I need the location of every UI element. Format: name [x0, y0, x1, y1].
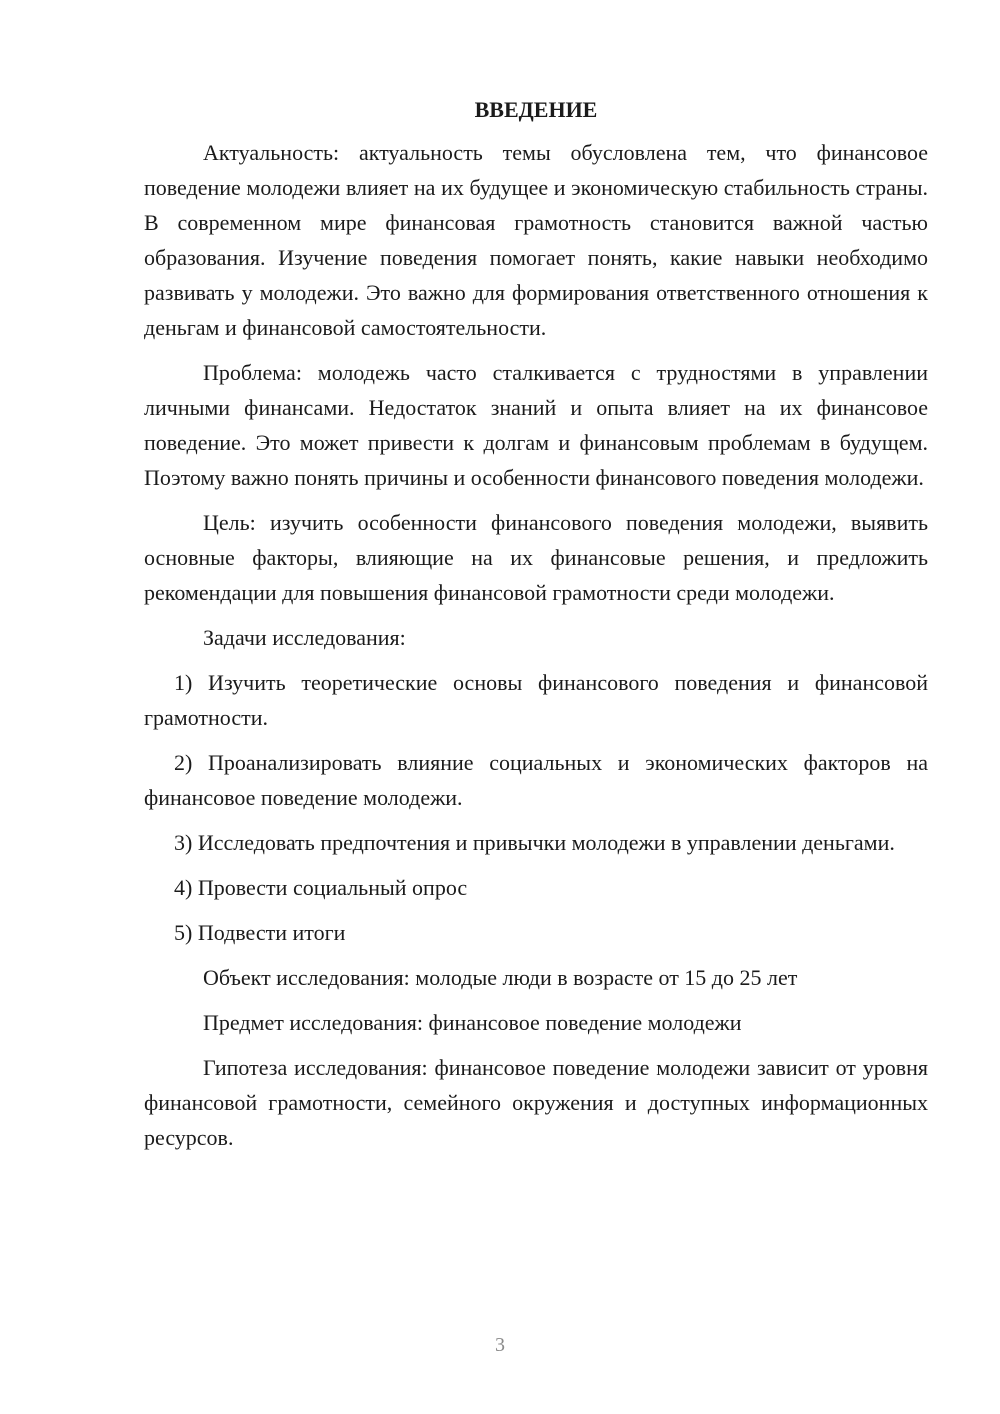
- task-item: 2) Проанализировать влияние социальных и экономических факторов на финансовое поведение молодежи.: [144, 750, 928, 810]
- document-body: [144, 95, 928, 1165]
- problem-paragraph: Проблема: молодежь часто сталкивается с трудностями в управлении личными финансами. Недостаток знаний и опыта влияет на их финансовое поведение. Это может привести к долгам и финансовым проблемам в будущем. Поэтому важно понять причины и особенности финансового поведения молодежи.: [144, 360, 928, 490]
- task-item: 5) Подвести итоги: [174, 920, 346, 945]
- hypothesis-paragraph: Гипотеза исследования: финансовое поведение молодежи зависит от уровня финансовой грамотности, семейного окружения и доступных информационных ресурсов.: [144, 1055, 928, 1150]
- tasks-list: [144, 665, 928, 950]
- relevance-paragraph: Актуальность: актуальность темы обусловлена тем, что финансовое поведение молодежи влияет на их будущее и экономическую стабильность страны. В современном мире финансовая грамотность становится важной частью образования. Изучение поведения помогает понять, какие навыки необходимо развивать у молодежи. Это важно для формирования ответственного отношения к деньгам и финансовой самостоятельности.: [144, 140, 928, 340]
- task-item: 4) Провести социальный опрос: [174, 875, 468, 900]
- goal-paragraph: Цель: изучить особенности финансового поведения молодежи, выявить основные факторы, влияющие на их финансовые решения, и предложить рекомендации для повышения финансовой грамотности среди молодежи.: [144, 510, 928, 605]
- task-item: 1) Изучить теоретические основы финансового поведения и финансовой грамотности.: [144, 670, 928, 730]
- tasks-heading: Задачи исследования:: [203, 625, 406, 650]
- task-item: 3) Исследовать предпочтения и привычки молодежи в управлении деньгами.: [174, 830, 895, 855]
- section-title: ВВЕДЕНИЕ: [474, 97, 598, 122]
- object-paragraph: Объект исследования: молодые люди в возрасте от 15 до 25 лет: [203, 965, 798, 990]
- subject-paragraph: Предмет исследования: финансовое поведение молодежи: [203, 1010, 742, 1035]
- page-number: 3: [495, 1334, 505, 1356]
